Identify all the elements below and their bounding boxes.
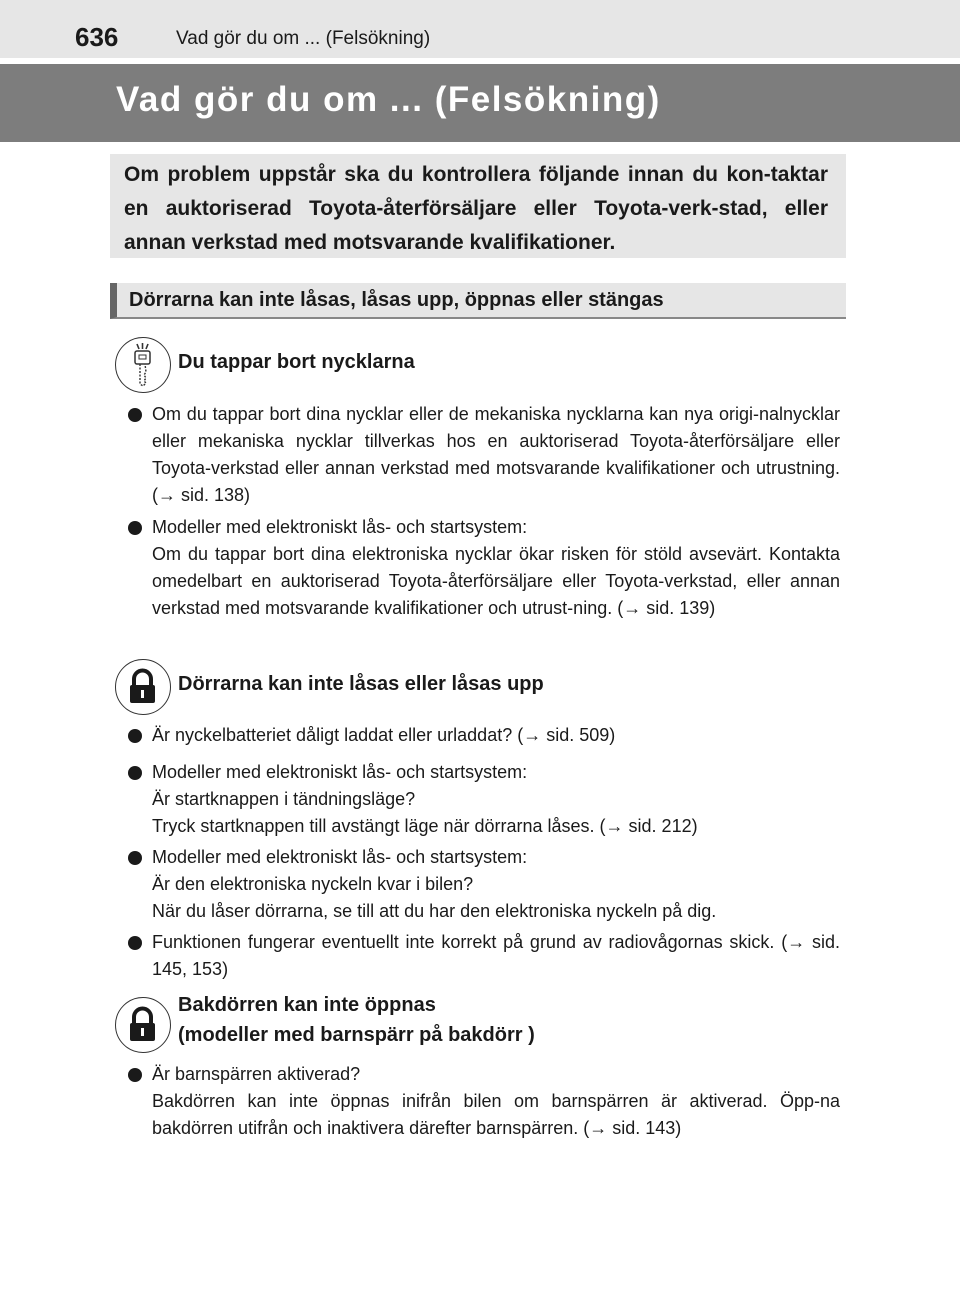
bullet-line: När du låser dörrarna, se till att du har den elektroniska nyckeln på dig.	[152, 901, 717, 921]
running-title: Vad gör du om ... (Felsökning)	[176, 28, 431, 49]
bullet-marker	[128, 408, 142, 422]
chapter-title: Vad gör du om ... (Felsökning)	[116, 80, 661, 119]
bullet-marker	[128, 851, 142, 865]
subsection-title: Dörrarna kan inte låsas eller låsas upp	[178, 673, 544, 695]
intro-text: Om problem uppstår ska du kontrollera följande innan du kon-taktar en auktoriserad Toyota-återförsäljare eller Toyota-verk-stad, eller annan verkstad med motsvarande kvalifikationer.	[124, 163, 828, 254]
bullet-marker	[128, 936, 142, 950]
bullet-line: Är den elektroniska nyckeln kvar i bilen?	[152, 874, 474, 894]
bullet-marker	[128, 729, 142, 743]
bullet-text: Är nyckelbatteriet dåligt laddat eller urladdat? (→ sid. 509)	[152, 725, 616, 745]
bullet-intro-line: Modeller med elektroniskt lås- och startsystem:	[152, 517, 528, 537]
bullet-intro-line: Modeller med elektroniskt lås- och startsystem:	[152, 762, 528, 782]
bullet-intro-line: Modeller med elektroniskt lås- och startsystem:	[152, 847, 528, 867]
bullet-marker	[128, 521, 142, 535]
lock-icon	[115, 659, 171, 715]
bullet-item	[152, 844, 840, 925]
bullet-marker	[128, 766, 142, 780]
page-number: 636	[75, 22, 119, 52]
bullet-marker	[128, 1068, 142, 1082]
bullet-item	[152, 759, 840, 840]
subsection-subtitle: (modeller med barnspärr på bakdörr )	[178, 1024, 535, 1046]
bullet-text: Om du tappar bort dina elektroniska nycklar ökar risken för stöld avsevärt. Kontakta omedelbart en auktoriserad Toyota-återförsäljare eller Toyota-verkstad, eller annan verkstad med motsvarande kvalifikationer och utrust-ning. (→ sid. 139)	[152, 544, 840, 618]
section-heading	[110, 283, 846, 319]
bullet-text: Bakdörren kan inte öppnas inifrån bilen om barnspärren är aktiverad. Öpp-na bakdörren utifrån och inaktivera därefter barnspärren. (→ sid. 143)	[152, 1091, 840, 1138]
section-heading-text: Dörrarna kan inte låsas, låsas upp, öppnas eller stängas	[129, 289, 664, 311]
bullet-line: Tryck startknappen till avstängt läge när dörrarna låses. (→ sid. 212)	[152, 816, 698, 836]
subsection-title: Du tappar bort nycklarna	[178, 351, 415, 373]
bullet-intro-line: Är barnspärren aktiverad?	[152, 1064, 361, 1084]
bullet-line: Är startknappen i tändningsläge?	[152, 789, 416, 809]
bullet-item	[152, 514, 840, 622]
bullet-text: Om du tappar bort dina nycklar eller de mekaniska nycklarna kan nya origi-nalnycklar eller mekaniska nycklar tillverkas hos en auktoriserad Toyota-återförsäljare eller Toyota-verkstad eller annan verkstad med motsvarande kvalifikationer och utrustning. (→ sid. 138)	[152, 404, 840, 505]
header-band	[0, 0, 960, 58]
lock-icon	[115, 997, 171, 1053]
subsection-title: Bakdörren kan inte öppnas	[178, 994, 436, 1016]
key-icon	[115, 337, 171, 393]
bullet-item	[152, 1061, 840, 1142]
bullet-text: Funktionen fungerar eventuellt inte korrekt på grund av radiovågornas skick. (→ sid. 145, 153)	[152, 932, 840, 979]
